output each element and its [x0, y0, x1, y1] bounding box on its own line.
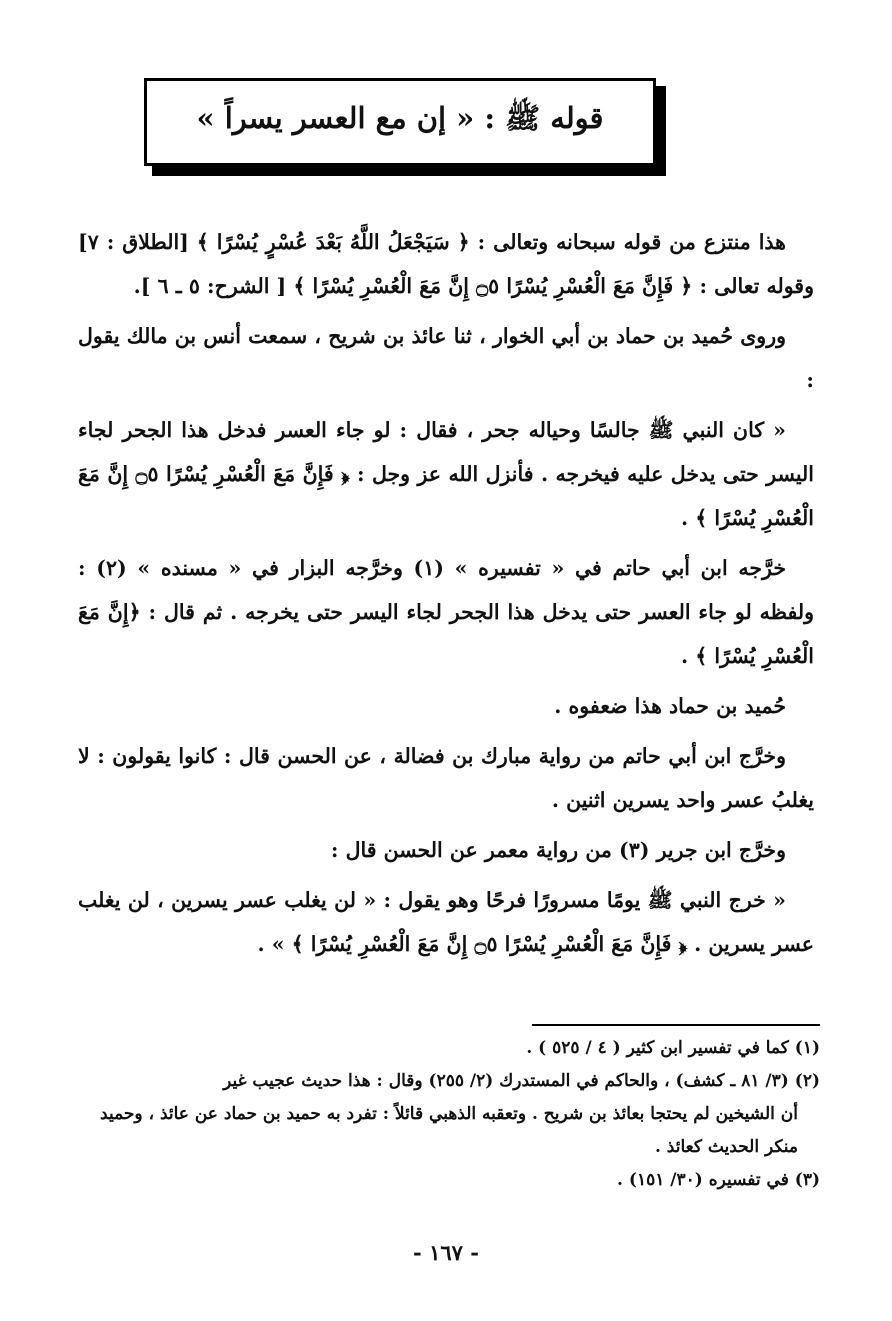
paragraph-ibn-jarir: وخرَّج ابن جرير (٣) من رواية معمر عن الحسن قال : — [330, 838, 786, 862]
chapter-title: قوله ﷺ : « إن مع العسر يسراً » — [196, 101, 604, 135]
chapter-title-frame — [144, 78, 664, 174]
paragraph-hadith-1: « كان النبي ﷺ جالسًا وحياله جحر ، فقال : لو جاء العسر فدخل هذا الجحر لجاء اليسر حتى يدخل عليه فيخرجه . فأنزل الله عز وجل : ﴿ فَإِنَّ مَعَ الْعُسْرِ يُسْرًا ۝٥ إِنَّ مَعَ الْعُسْرِ يُسْرًا ﴾ . — [78, 418, 814, 530]
footnote-1: (١) كما في تفسير ابن كثير ( ٤ / ٥٢٥ ) . — [526, 1038, 820, 1058]
paragraph-humaid: حُميد بن حماد هذا ضعفوه . — [554, 694, 786, 718]
main-text — [78, 220, 814, 972]
footnote-2-continued: أن الشيخين لم يحتجا بعائذ بن شريح . وتعقبه الذهبي قائلاً : تفرد به حميد بن حماد عن عائذ ، وحميد منكر الحديث كعائذ . — [100, 1104, 798, 1157]
paragraph-intro: هذا منتزع من قوله سبحانه وتعالى : ﴿ سَيَجْعَلُ اللَّهُ بَعْدَ عُسْرٍ يُسْرًا ﴾ [الطلاق : ٧] وقوله تعالى : ﴿ فَإِنَّ مَعَ الْعُسْرِ يُسْرًا ۝٥ إِنَّ مَعَ الْعُسْرِ يُسْرًا ﴾ [ الشرح: ٥ ـ ٦ ]. — [78, 230, 814, 298]
footnote-3: (٣) في تفسيره (٣٠/ ١٥١) . — [617, 1170, 820, 1190]
footnotes — [78, 1032, 820, 1197]
paragraph-narration: وروى حُميد بن حماد بن أبي الخوار ، ثنا عائذ بن شريح ، سمعت أنس بن مالك يقول : — [78, 324, 814, 392]
title-box — [144, 78, 656, 166]
paragraph-takhrij: خرَّجه ابن أبي حاتم في « تفسيره » (١) وخرَّجه البزار في « مسنده » (٢) : ولفظه لو جاء العسر حتى يدخل هذا الجحر لجاء اليسر حتى يخرجه . ثم قال : ﴿إِنَّ مَعَ الْعُسْرِ يُسْرًا ﴾ . — [78, 556, 814, 668]
footnote-separator — [532, 1024, 820, 1026]
footnote-2: (٢) (٣/ ٨١ ـ كشف) ، والحاكم في المستدرك (٢/ ٢٥٥) وقال : هذا حديث عجيب غير — [223, 1071, 820, 1091]
paragraph-hadith-2: « خرج النبي ﷺ يومًا مسرورًا فرحًا وهو يقول : « لن يغلب عسر يسرين ، لن يغلب عسر يسرين . ﴿ فَإِنَّ مَعَ الْعُسْرِ يُسْرًا ۝٥ إِنَّ مَعَ الْعُسْرِ يُسْرًا ﴾ » . — [78, 888, 814, 956]
paragraph-hasan: وخرَّج ابن أبي حاتم من رواية مبارك بن فضالة ، عن الحسن قال : كانوا يقولون : لا يغلبُ عسر واحد يسرين اثنين . — [78, 744, 814, 812]
page-number: - ١٦٧ - — [413, 1240, 479, 1265]
